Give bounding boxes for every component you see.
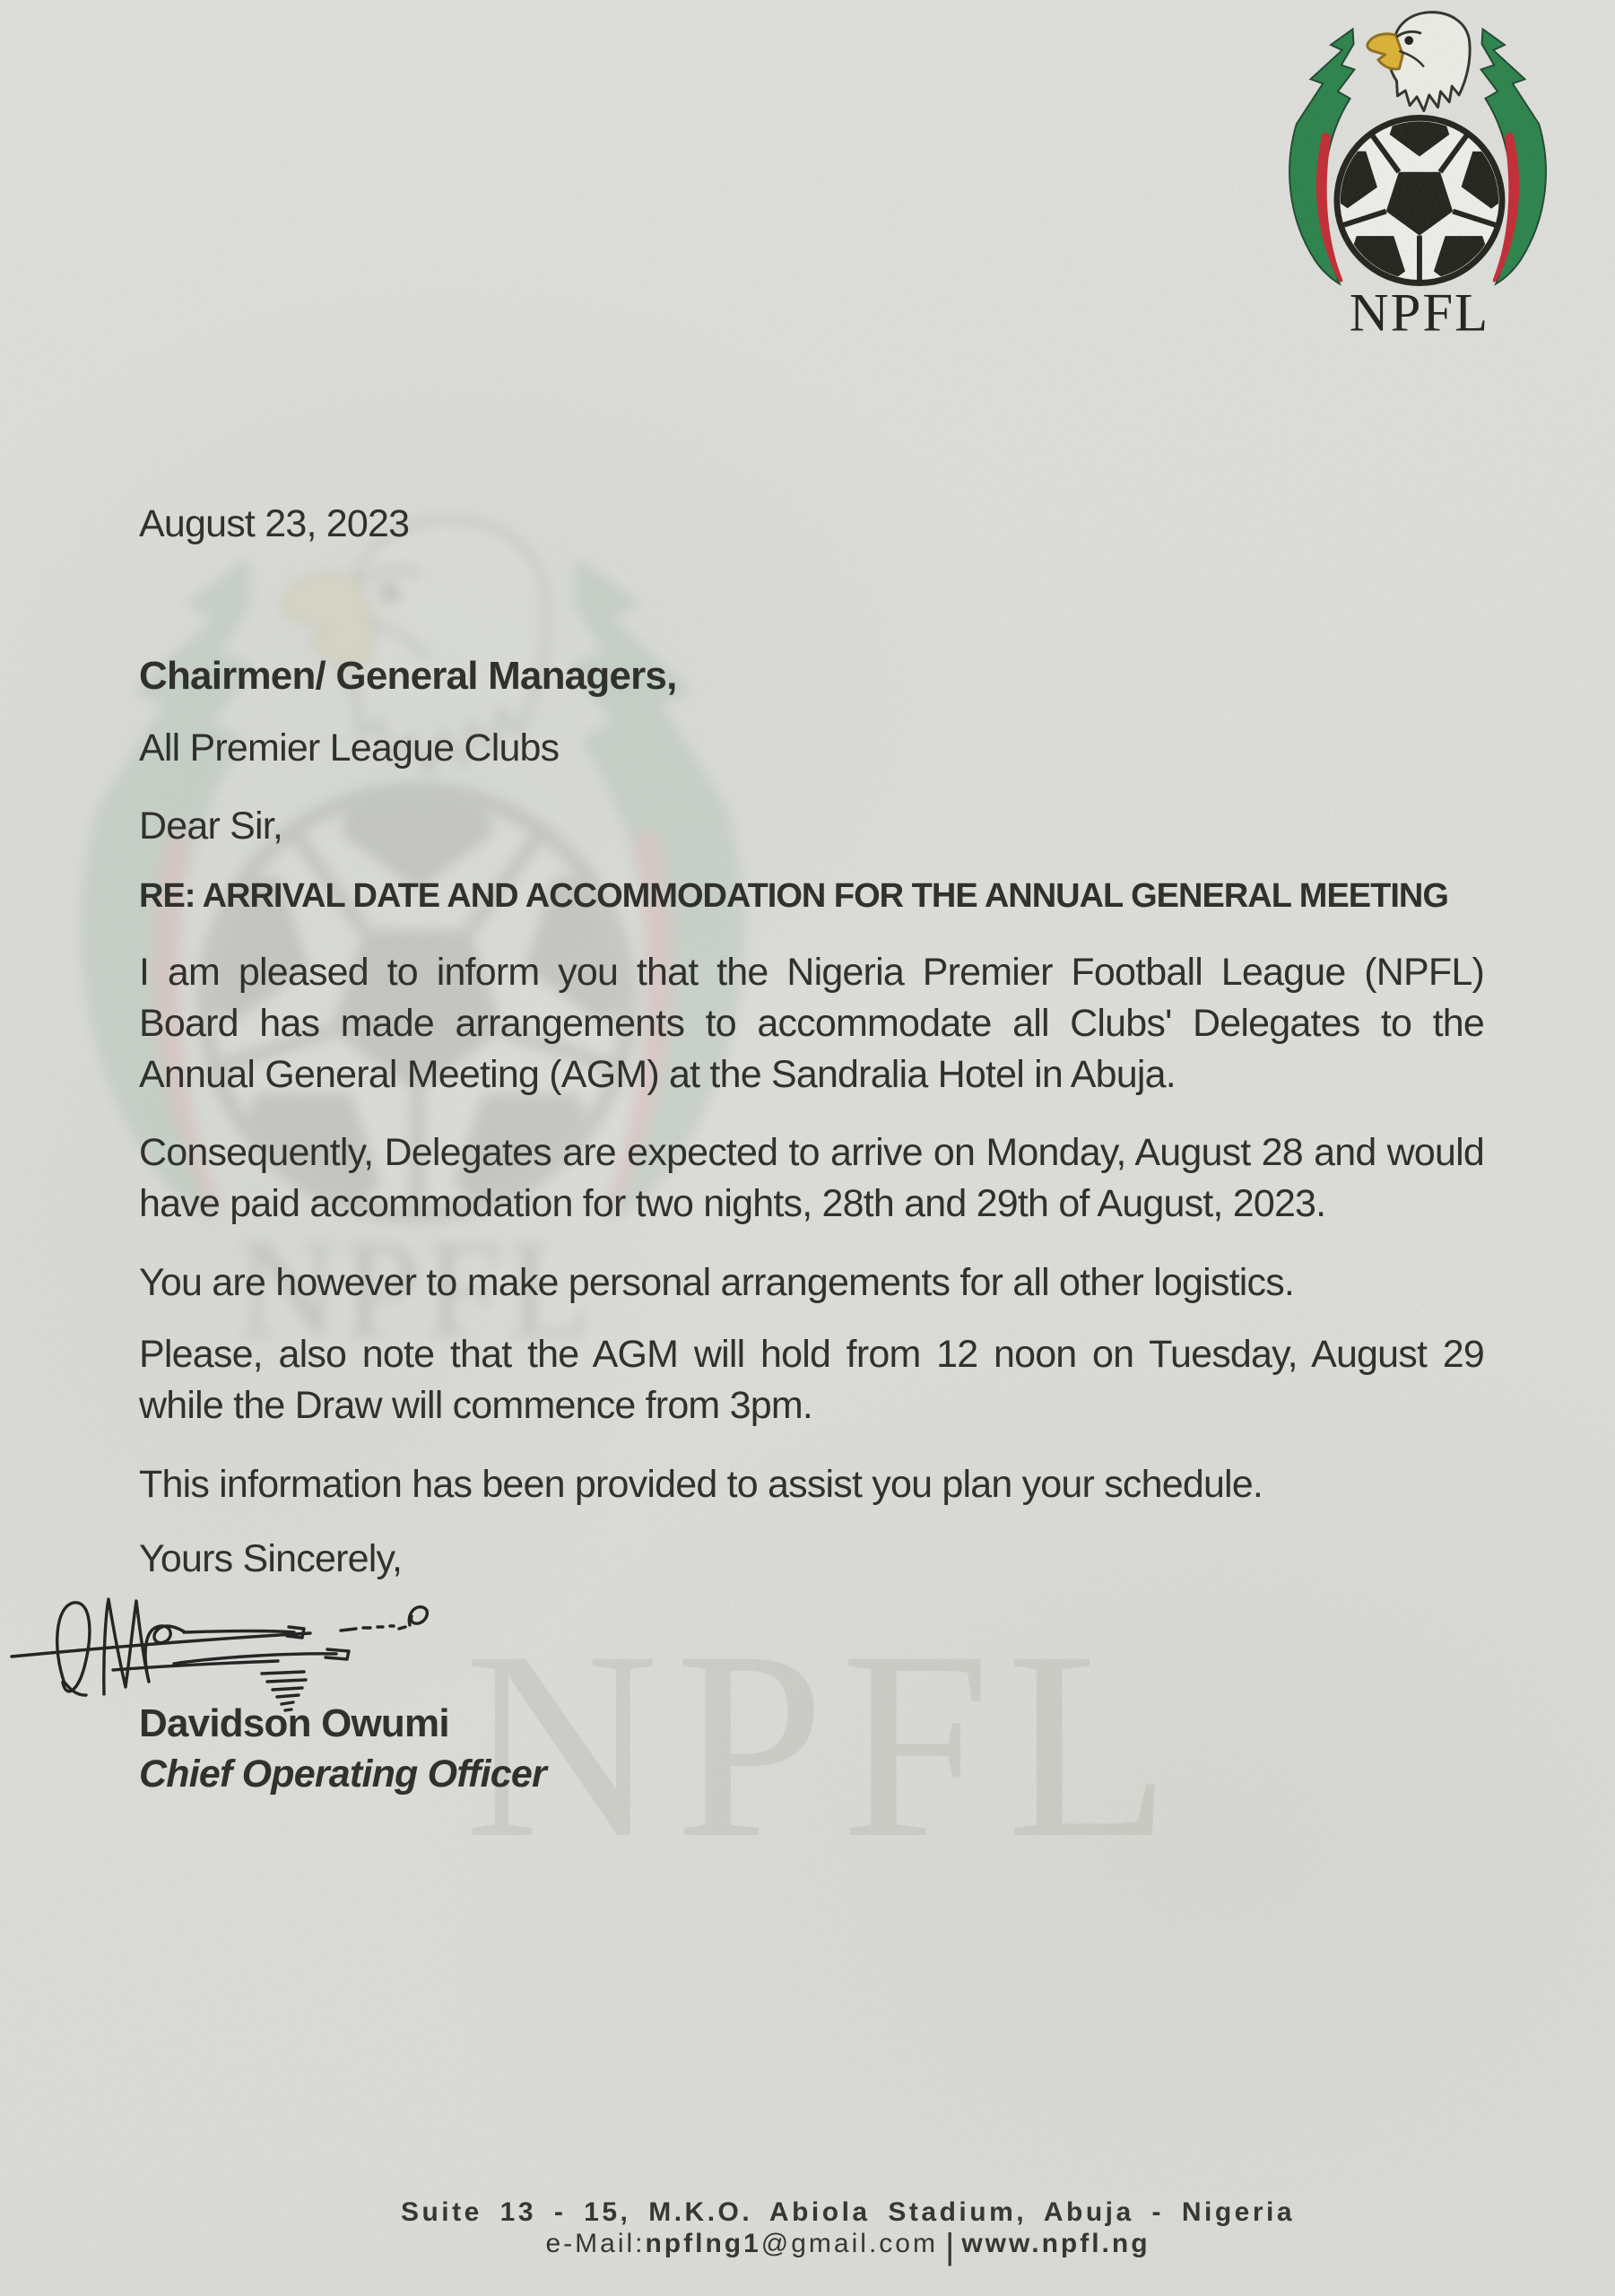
email-user: npflng1	[645, 2229, 761, 2258]
eagle-ball-crest-icon	[1246, 5, 1589, 348]
signatory-title: Chief Operating Officer	[139, 1752, 546, 1796]
website-text: www.npfl.ng	[961, 2229, 1150, 2258]
signatory-name: Davidson Owumi	[139, 1701, 449, 1745]
npfl-text-watermark: NPFL	[465, 1596, 1187, 1893]
paragraph-2: Consequently, Delegates are expected to arrive on Monday, August 28 and would have paid accommodation for two nights, 28th and 29th of August, 2023.	[139, 1131, 1484, 1225]
email-domain: @gmail.com	[760, 2229, 938, 2258]
addressee-org-line: All Premier League Clubs	[139, 726, 560, 770]
subject-line: RE: ARRIVAL DATE AND ACCOMMODATION FOR THE ANNUAL GENERAL MEETING	[139, 877, 1448, 915]
letter-body	[139, 499, 1484, 1800]
salutation-line: Dear Sir,	[139, 804, 283, 848]
paragraph-4: Please, also note that the AGM will hold from 12 noon on Tuesday, August 29 while the Draw will commence from 3pm.	[139, 1333, 1484, 1427]
footer-separator: |	[944, 2227, 955, 2266]
npfl-crest-logo	[1246, 5, 1589, 348]
footer-address: Suite 13 - 15, M.K.O. Abiola Stadium, Abuja - Nigeria	[400, 2197, 1296, 2227]
paragraph-5: This information has been provided to assist you plan your schedule.	[139, 1463, 1263, 1506]
letter-footer	[81, 2197, 1615, 2266]
footer-contacts	[81, 2227, 1615, 2266]
email-label: e-Mail:	[545, 2229, 646, 2258]
paragraph-3: You are however to make personal arrangements for all other logistics.	[139, 1261, 1295, 1304]
closing-line: Yours Sincerely,	[139, 1537, 403, 1580]
addressee-line: Chairmen/ General Managers,	[139, 654, 677, 698]
paragraph-1: I am pleased to inform you that the Nigeria Premier Football League (NPFL) Board has made arrangements to accommodate all Clubs' Delegates to the Annual General Meeting (AGM) at the Sandralia Hotel in Abuja.	[139, 951, 1484, 1096]
letter-date: August 23, 2023	[139, 502, 410, 545]
